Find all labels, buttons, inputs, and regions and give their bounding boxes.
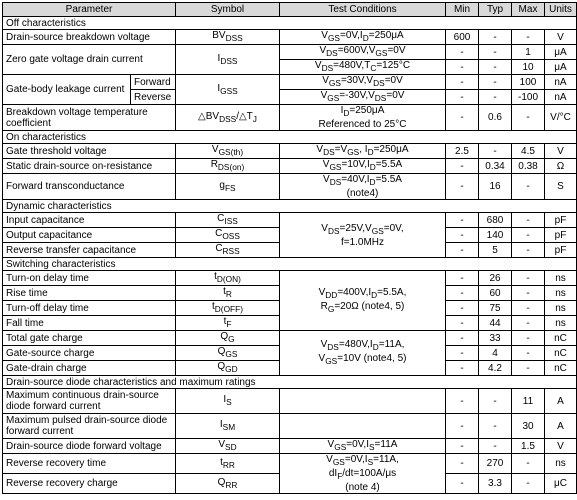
unit-cell: ns xyxy=(545,454,577,474)
unit-cell: ns xyxy=(545,271,577,286)
condition-cell: $V_{GS}=-30V,V_{DS}=0V$ xyxy=(280,90,446,105)
unit-cell: nA xyxy=(545,75,577,90)
row-trr xyxy=(3,454,577,474)
min-cell: - xyxy=(446,90,479,105)
max-cell: - xyxy=(512,228,545,243)
max-cell: - xyxy=(512,474,545,494)
min-cell: - xyxy=(446,228,479,243)
max-cell: 4.5 xyxy=(512,144,545,159)
row-idss-1 xyxy=(3,45,577,60)
row-tdon xyxy=(3,271,577,286)
typ-cell: - xyxy=(479,75,512,90)
min-cell: - xyxy=(446,60,479,75)
param-cell: Gate-drain charge xyxy=(3,361,176,376)
unit-cell: ns xyxy=(545,316,577,331)
param-cell: Maximum continuous drain-source diode forward current xyxy=(3,389,176,414)
header-max: Max xyxy=(512,3,545,17)
header-test-conditions: Test Conditions xyxy=(280,3,446,17)
condition-cell: $V_{GS}=0V,I_S=11A$ xyxy=(280,439,446,454)
typ-cell: 75 xyxy=(479,301,512,316)
param-cell: Zero gate voltage drain current xyxy=(3,45,176,75)
param-cell: Forward transconductance xyxy=(3,174,176,200)
param-cell: Reverse recovery charge xyxy=(3,474,176,494)
symbol-cell: $Q_{GS}$ xyxy=(176,346,280,361)
param-cell: Gate-body leakage current xyxy=(3,75,131,105)
param-cell: Output capacitance xyxy=(3,228,176,243)
typ-cell: 140 xyxy=(479,228,512,243)
param-cell: Fall time xyxy=(3,316,176,331)
symbol-cell: $\triangle BV_{DSS}/\triangle T_J$ xyxy=(176,105,280,131)
header-typ: Typ xyxy=(479,3,512,17)
section-row xyxy=(3,200,577,213)
section-switching: Switching characteristics xyxy=(3,258,577,271)
max-cell: - xyxy=(512,301,545,316)
max-cell: - xyxy=(512,316,545,331)
max-cell: - xyxy=(512,331,545,346)
symbol-cell: $t_R$ xyxy=(176,286,280,301)
unit-cell: ns xyxy=(545,286,577,301)
symbol-cell: $t_{D(OFF)}$ xyxy=(176,301,280,316)
unit-cell: nC xyxy=(545,346,577,361)
min-cell: - xyxy=(446,105,479,131)
condition-cell: $V_{DS}=600V,V_{GS}=0V$ xyxy=(280,45,446,60)
unit-cell: μA xyxy=(545,45,577,60)
condition-cell: $V_{GS}=0V,I_D=250\mu A$ xyxy=(280,30,446,45)
min-cell: - xyxy=(446,316,479,331)
condition-cell: $V_{GS}=10V,I_D=5.5A$ xyxy=(280,159,446,174)
min-cell: - xyxy=(446,301,479,316)
min-cell: - xyxy=(446,45,479,60)
row-qg xyxy=(3,331,577,346)
max-cell: - xyxy=(512,286,545,301)
condition-cell: $V_{DS}=480V,I_D=11A$, $V_{GS}=10V$ (note4, 5) xyxy=(280,331,446,376)
condition-cell xyxy=(280,389,446,414)
typ-cell: 3.3 xyxy=(479,474,512,494)
min-cell: - xyxy=(446,439,479,454)
symbol-cell: $t_F$ xyxy=(176,316,280,331)
typ-cell: 0.34 xyxy=(479,159,512,174)
min-cell: - xyxy=(446,331,479,346)
symbol-cell: $R_{DS(on)}$ xyxy=(176,159,280,174)
symbol-cell: $t_{D(ON)}$ xyxy=(176,271,280,286)
param-cell: Breakdown voltage temperature coefficient xyxy=(3,105,176,131)
row-rdson xyxy=(3,159,577,174)
row-vsd xyxy=(3,439,577,454)
condition-cell: $V_{DS}=V_{GS}$, $I_D=250\mu A$ xyxy=(280,144,446,159)
max-cell: - xyxy=(512,174,545,200)
symbol-cell: $Q_{RR}$ xyxy=(176,474,280,494)
unit-cell: μC xyxy=(545,474,577,494)
header-units: Units xyxy=(545,3,577,17)
min-cell: - xyxy=(446,414,479,439)
param-cell: Drain-source diode forward voltage xyxy=(3,439,176,454)
param-cell: Gate threshold voltage xyxy=(3,144,176,159)
header-row xyxy=(3,3,577,17)
condition-cell: $V_{DS}=40V,I_D=5.5A$ (note4) xyxy=(280,174,446,200)
typ-cell: 26 xyxy=(479,271,512,286)
typ-cell: 680 xyxy=(479,213,512,228)
typ-cell: - xyxy=(479,389,512,414)
unit-cell: Ω xyxy=(545,159,577,174)
symbol-cell: $C_{ISS}$ xyxy=(176,213,280,228)
max-cell: 100 xyxy=(512,75,545,90)
min-cell: - xyxy=(446,271,479,286)
row-temp-coefficient xyxy=(3,105,577,131)
max-cell: 10 xyxy=(512,60,545,75)
row-vgsth xyxy=(3,144,577,159)
param-cell: Input capacitance xyxy=(3,213,176,228)
max-cell: 1.5 xyxy=(512,439,545,454)
symbol-cell: $Q_{GD}$ xyxy=(176,361,280,376)
unit-cell: pF xyxy=(545,228,577,243)
max-cell: 11 xyxy=(512,389,545,414)
unit-cell: ns xyxy=(545,301,577,316)
unit-cell: nC xyxy=(545,361,577,376)
condition-cell: $V_{DS}=480V,T_C=125^\circ C$ xyxy=(280,60,446,75)
row-gfs xyxy=(3,174,577,200)
header-parameter: Parameter xyxy=(3,3,176,17)
typ-cell: 5 xyxy=(479,243,512,258)
min-cell: - xyxy=(446,361,479,376)
max-cell: -100 xyxy=(512,90,545,105)
unit-cell: V xyxy=(545,144,577,159)
symbol-cell: $g_{FS}$ xyxy=(176,174,280,200)
typ-cell: - xyxy=(479,60,512,75)
min-cell: - xyxy=(446,159,479,174)
unit-cell: S xyxy=(545,174,577,200)
typ-cell: - xyxy=(479,90,512,105)
condition-cell: $V_{DD}=400V,I_D=5.5A$, $R_G=20\Omega$ (note4, 5) xyxy=(280,271,446,331)
header-symbol: Symbol xyxy=(176,3,280,17)
symbol-cell: $Q_G$ xyxy=(176,331,280,346)
symbol-cell: $V_{SD}$ xyxy=(176,439,280,454)
min-cell: - xyxy=(446,474,479,494)
typ-cell: - xyxy=(479,439,512,454)
unit-cell: V xyxy=(545,30,577,45)
typ-cell: 16 xyxy=(479,174,512,200)
condition-cell xyxy=(280,414,446,439)
typ-cell: - xyxy=(479,45,512,60)
condition-cell: $V_{GS}=30V,V_{DS}=0V$ xyxy=(280,75,446,90)
unit-cell: A xyxy=(545,389,577,414)
unit-cell: nA xyxy=(545,90,577,105)
param-cell: Static drain-source on-resistance xyxy=(3,159,176,174)
min-cell: 600 xyxy=(446,30,479,45)
min-cell: - xyxy=(446,213,479,228)
symbol-cell: $I_{GSS}$ xyxy=(176,75,280,105)
param-cell: Reverse transfer capacitance xyxy=(3,243,176,258)
unit-cell: V/°C xyxy=(545,105,577,131)
max-cell: 1 xyxy=(512,45,545,60)
section-row xyxy=(3,17,577,30)
typ-cell: - xyxy=(479,144,512,159)
max-cell: - xyxy=(512,213,545,228)
section-dynamic: Dynamic characteristics xyxy=(3,200,577,213)
min-cell: 2.5 xyxy=(446,144,479,159)
param-cell: Gate-source charge xyxy=(3,346,176,361)
condition-cell: $I_D=250\mu A$ Referenced to 25°C xyxy=(280,105,446,131)
param-cell: Turn-on delay time xyxy=(3,271,176,286)
max-cell: 30 xyxy=(512,414,545,439)
unit-cell: pF xyxy=(545,213,577,228)
header-min: Min xyxy=(446,3,479,17)
symbol-cell: $BV_{DSS}$ xyxy=(176,30,280,45)
param-cell: Rise time xyxy=(3,286,176,301)
param-cell: Reverse recovery time xyxy=(3,454,176,474)
symbol-cell: $C_{RSS}$ xyxy=(176,243,280,258)
symbol-cell: $I_{SM}$ xyxy=(176,414,280,439)
min-cell: - xyxy=(446,454,479,474)
row-is xyxy=(3,389,577,414)
symbol-cell: $V_{GS(th)}$ xyxy=(176,144,280,159)
typ-cell: 4.2 xyxy=(479,361,512,376)
typ-cell: - xyxy=(479,30,512,45)
max-cell: - xyxy=(512,346,545,361)
max-cell: - xyxy=(512,361,545,376)
max-cell: - xyxy=(512,105,545,131)
row-igss-forward xyxy=(3,75,577,90)
unit-cell: A xyxy=(545,414,577,439)
unit-cell: pF xyxy=(545,243,577,258)
min-cell: - xyxy=(446,243,479,258)
min-cell: - xyxy=(446,389,479,414)
typ-cell: 0.6 xyxy=(479,105,512,131)
direction-cell: Reverse xyxy=(131,90,176,105)
unit-cell: μA xyxy=(545,60,577,75)
symbol-cell: $C_{OSS}$ xyxy=(176,228,280,243)
section-diode: Drain-source diode characteristics and maximum ratings xyxy=(3,376,577,389)
max-cell: - xyxy=(512,243,545,258)
section-on: On characteristics xyxy=(3,131,577,144)
param-cell: Maximum pulsed drain-source diode forward current xyxy=(3,414,176,439)
row-ism xyxy=(3,414,577,439)
condition-cell: $V_{DS}=25V,V_{GS}=0V$, f=1.0MHz xyxy=(280,213,446,258)
section-row xyxy=(3,131,577,144)
section-off: Off characteristics xyxy=(3,17,577,30)
typ-cell: 4 xyxy=(479,346,512,361)
param-cell: Turn-off delay time xyxy=(3,301,176,316)
typ-cell: 60 xyxy=(479,286,512,301)
unit-cell: V xyxy=(545,439,577,454)
max-cell: - xyxy=(512,454,545,474)
min-cell: - xyxy=(446,75,479,90)
electrical-characteristics-table xyxy=(2,2,577,494)
condition-cell: $V_{GS}=0V,I_S=11A$, $dI_F/dt=100A/\mu s$ (note 4) xyxy=(280,454,446,494)
direction-cell: Forward xyxy=(131,75,176,90)
min-cell: - xyxy=(446,286,479,301)
row-ciss xyxy=(3,213,577,228)
param-cell: Total gate charge xyxy=(3,331,176,346)
row-bvdss xyxy=(3,30,577,45)
section-row xyxy=(3,258,577,271)
max-cell: - xyxy=(512,30,545,45)
min-cell: - xyxy=(446,174,479,200)
typ-cell: 270 xyxy=(479,454,512,474)
unit-cell: nC xyxy=(545,331,577,346)
typ-cell: 44 xyxy=(479,316,512,331)
section-row xyxy=(3,376,577,389)
typ-cell: 33 xyxy=(479,331,512,346)
symbol-cell: $I_{DSS}$ xyxy=(176,45,280,75)
min-cell: - xyxy=(446,346,479,361)
symbol-cell: $t_{RR}$ xyxy=(176,454,280,474)
typ-cell: - xyxy=(479,414,512,439)
symbol-cell: $I_S$ xyxy=(176,389,280,414)
max-cell: - xyxy=(512,271,545,286)
max-cell: 0.38 xyxy=(512,159,545,174)
param-cell: Drain-source breakdown voltage xyxy=(3,30,176,45)
